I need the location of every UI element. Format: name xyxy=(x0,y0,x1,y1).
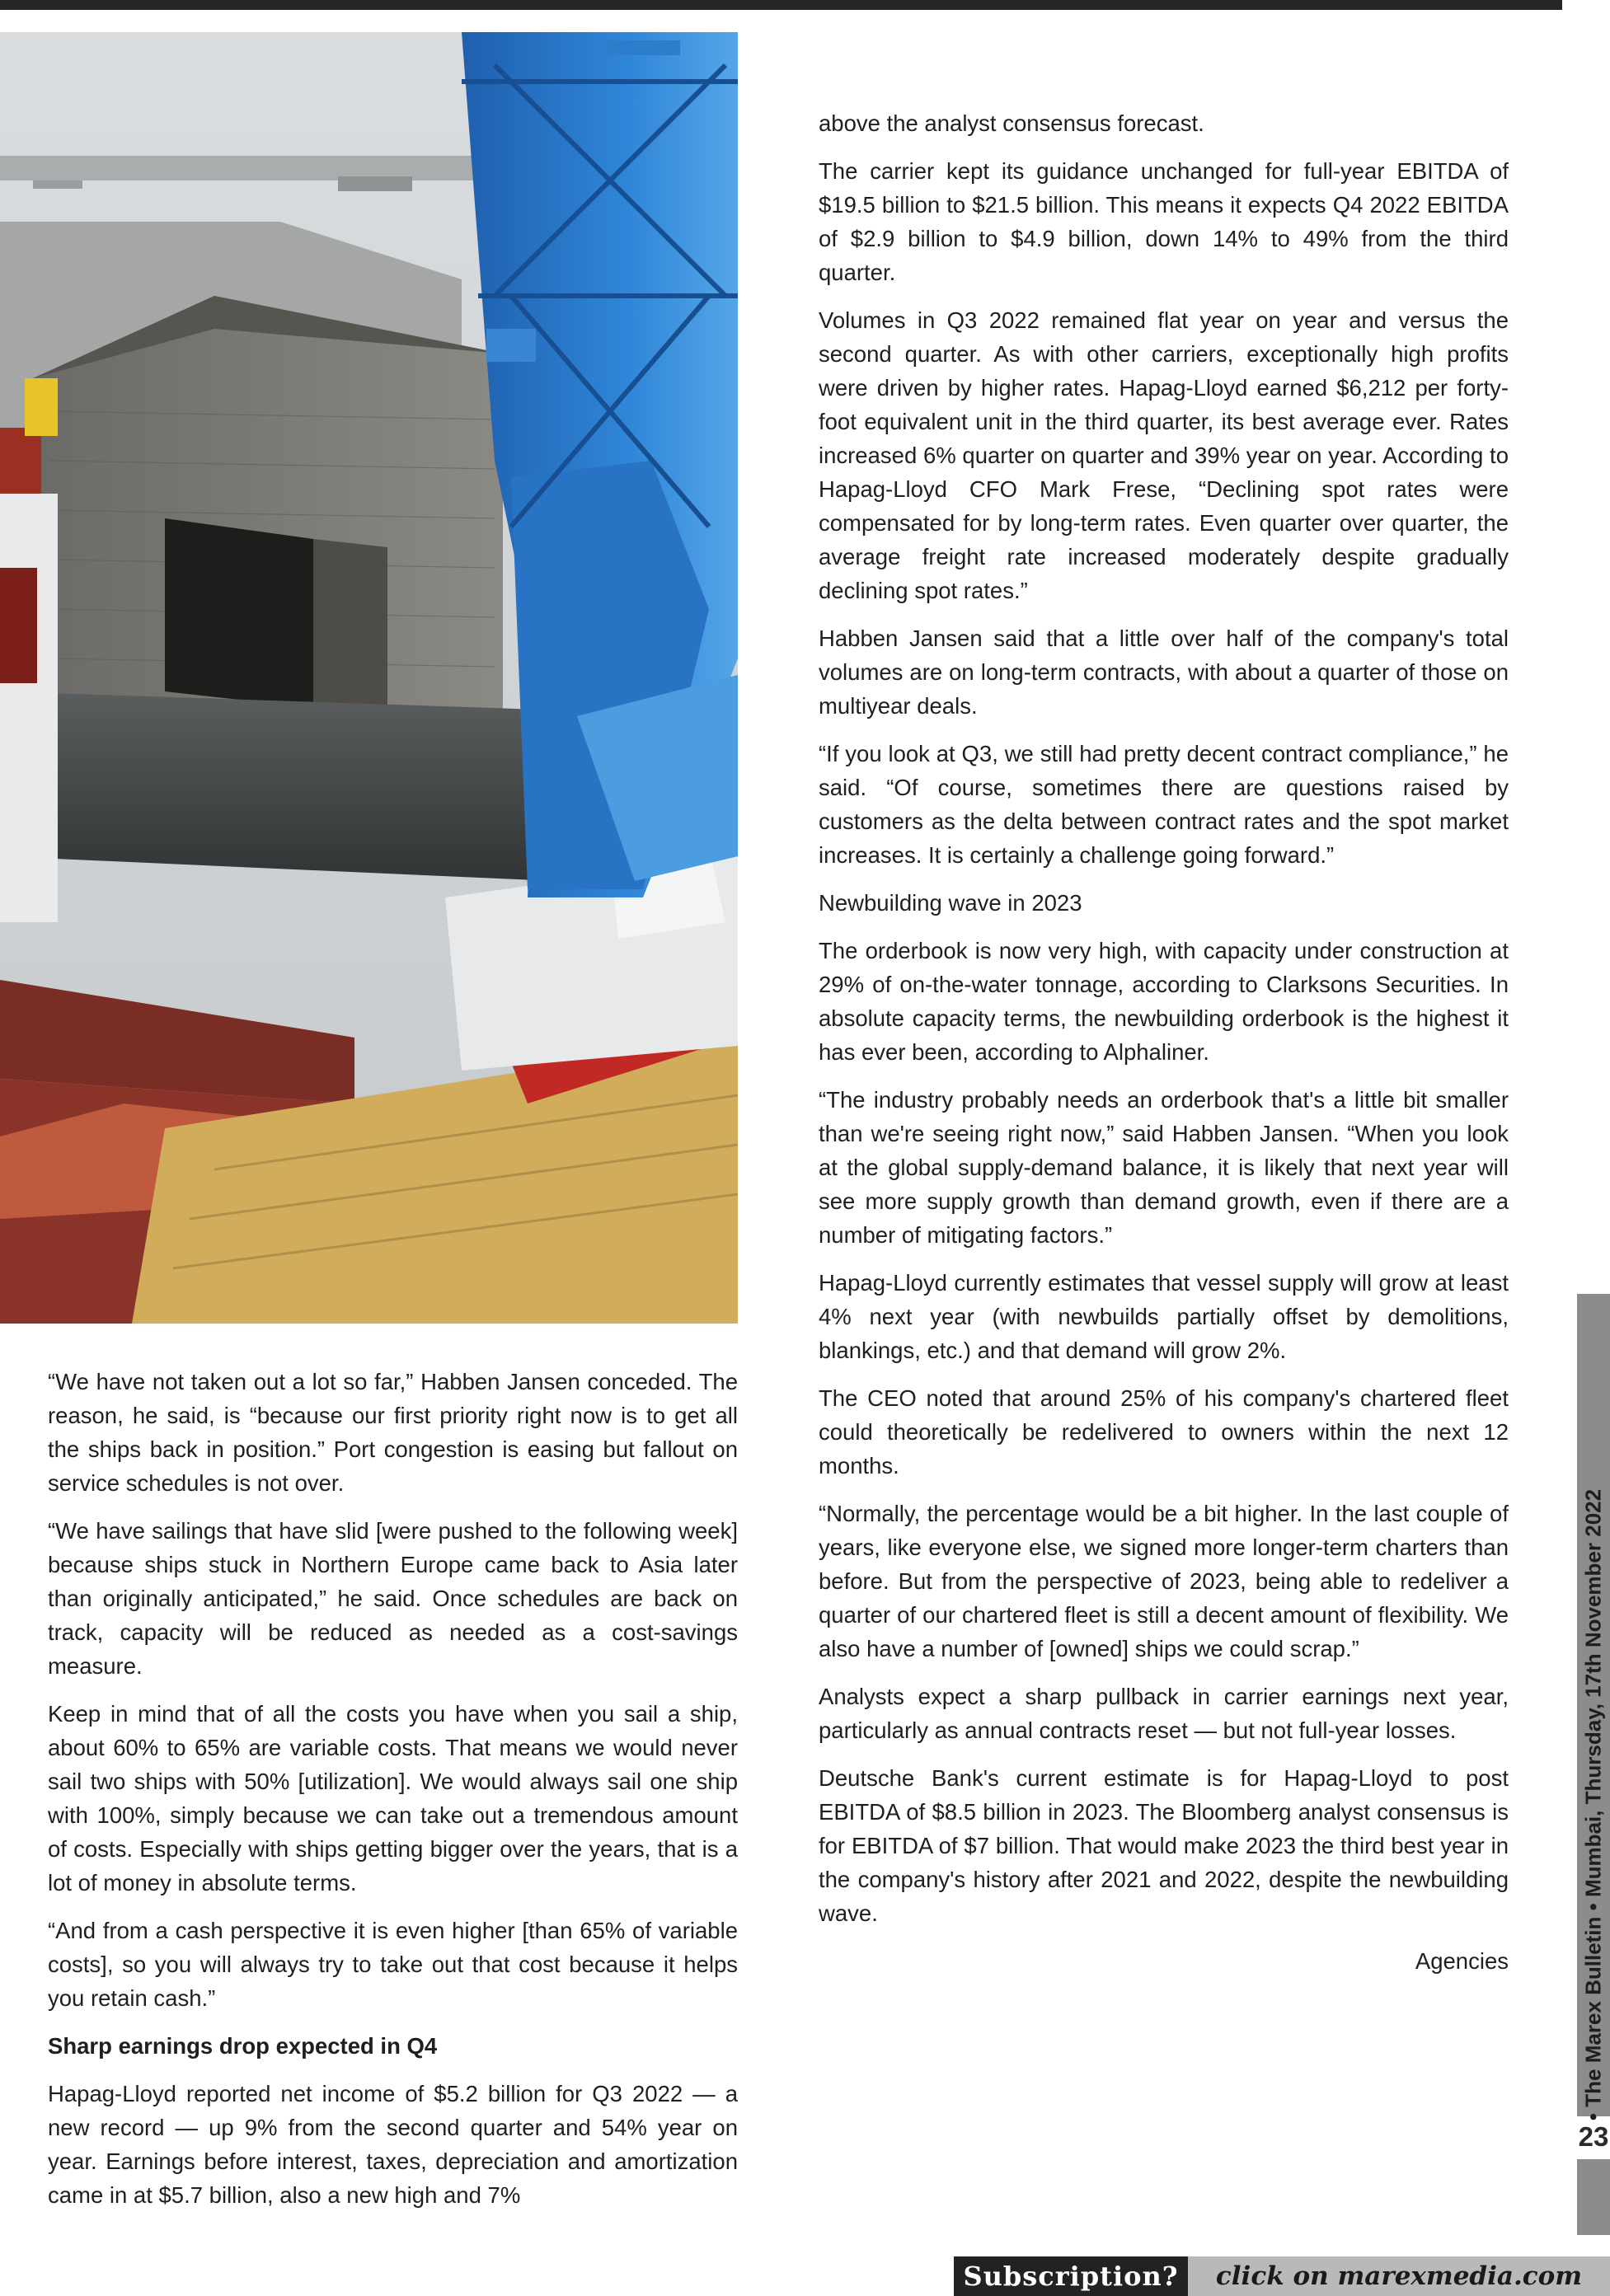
paragraph: The carrier kept its guidance unchanged for full-year EBITDA of $19.5 billion to $21.5 billion. This means it expects Q4 2022 EBITDA of $2.9 billion to $4.9 billion, down 14% to 49% from the third quarter. xyxy=(819,158,1509,285)
paragraph: Volumes in Q3 2022 remained flat year on year and versus the second quarter. As with other carriers, exceptionally high profits were driven by higher rates. Hapag-Lloyd earned $6,212 per forty-foot equivalent unit in the third quarter, its best average ever. Rates increased 6% quarter on quarter and 39% year on year. According to Hapag-Lloyd CFO Mark Frese, “Declining spot rates were compensated for by long-term rates. Even quarter over quarter, the average freight rate increased moderately despite gradually declining spot rates.” xyxy=(819,307,1509,603)
paragraph: “We have not taken out a lot so far,” Habben Jansen conceded. The reason, he said, is “because our first priority right now is to get all the ships back in position.” Port congestion is easing but fallout on service schedules is not over. xyxy=(48,1369,738,1496)
top-rule xyxy=(0,0,1562,10)
paragraph: Hapag-Lloyd currently estimates that vessel supply will grow at least 4% next year (with newbuilds partially offset by demolitions, blankings, etc.) and that demand will grow 2%. xyxy=(819,1270,1509,1363)
paragraph: The orderbook is now very high, with capacity under construction at 29% of on-the-water tonnage, according to Clarksons Securities. In absolute capacity terms, the newbuilding orderbook is the highest it has ever been, according to Alphaliner. xyxy=(819,938,1509,1065)
subscription-label[interactable]: Subscription? xyxy=(954,2256,1188,2296)
paragraph: Habben Jansen said that a little over half of the company's total volumes are on long-term contracts, with about a quarter of those on multiyear deals. xyxy=(819,626,1509,719)
subscription-link[interactable]: click on marexmedia.com xyxy=(1188,2256,1610,2296)
paragraph: “If you look at Q3, we still had pretty decent contract compliance,” he said. “Of course, sometimes there are questions raised by customers as the delta between contract rates and the spot market increases. It is certainly a challenge going forward.” xyxy=(819,741,1509,868)
publication-caption: • The Marex Bulletin • Mumbai, Thursday, 17th November 2022 xyxy=(1580,1488,1606,2121)
section-heading: Sharp earnings drop expected in Q4 xyxy=(48,2033,438,2059)
paragraph: “And from a cash perspective it is even higher [than 65% of variable costs], so you will always try to take out that cost because it helps you retain cash.” xyxy=(48,1918,738,2011)
paragraph: Keep in mind that of all the costs you have when you sail a ship, about 60% to 65% are variable costs. That means we would never sail two ships with 50% [utilization]. We would always sail one ship with 100%, simply because we can take out a tremendous amount of costs. Especially with ships getting bigger over the years, that is a lot of money in absolute terms. xyxy=(48,1701,738,1895)
paragraph: Analysts expect a sharp pullback in carrier earnings next year, particularly as annual contracts reset — but not full-year losses. xyxy=(819,1684,1509,1743)
article-left-column xyxy=(48,1365,738,2226)
port-crane-photo xyxy=(0,32,738,1324)
paragraph: Deutsche Bank's current estimate is for Hapag-Lloyd to post EBITDA of $8.5 billion in 2023. The Bloomberg analyst consensus is for EBITDA of $7 billion. That would make 2023 the third best year in the company's history after 2021 and 2022, despite the newbuilding wave. xyxy=(819,1765,1509,1926)
paragraph: “We have sailings that have slid [were pushed to the following week] because ships stuck in Northern Europe came back to Asia later than originally anticipated,” he said. Once schedules are back on track, capacity will be reduced as needed as a cost-savings measure. xyxy=(48,1518,738,1679)
paragraph: “Normally, the percentage would be a bit higher. In the last couple of years, like everyone else, we signed more longer-term charters than before. But from the perspective of 2023, being able to redeliver a quarter of our chartered fleet is still a decent amount of flexibility. We also have a number of [owned] ships we could scrap.” xyxy=(819,1501,1509,1661)
paragraph: Hapag-Lloyd reported net income of $5.2 billion for Q3 2022 — a new record — up 9% from the second quarter and 54% year on year. Earnings before interest, taxes, depreciation and amortization came in at $5.7 billion, also a new high and 7% xyxy=(48,2081,738,2208)
paragraph: The CEO noted that around 25% of his company's chartered fleet could theoretically be redelivered to owners within the next 12 months. xyxy=(819,1385,1509,1478)
paragraph: above the analyst consensus forecast. xyxy=(819,110,1204,136)
article-right-column xyxy=(819,106,1509,1992)
subscription-banner[interactable] xyxy=(954,2256,1610,2296)
paragraph: “The industry probably needs an orderbook that's a little bit smaller than we're seeing right now,” said Habben Jansen. “When you look at the global supply-demand balance, it is likely that next year will see more supply growth than demand growth, even if there are a number of mitigating factors.” xyxy=(819,1087,1509,1248)
article-source: Agencies xyxy=(1415,1948,1509,1974)
photo-illustration xyxy=(0,32,738,1324)
page-number: 23 xyxy=(1578,2121,1609,2152)
section-heading: Newbuilding wave in 2023 xyxy=(819,890,1082,916)
